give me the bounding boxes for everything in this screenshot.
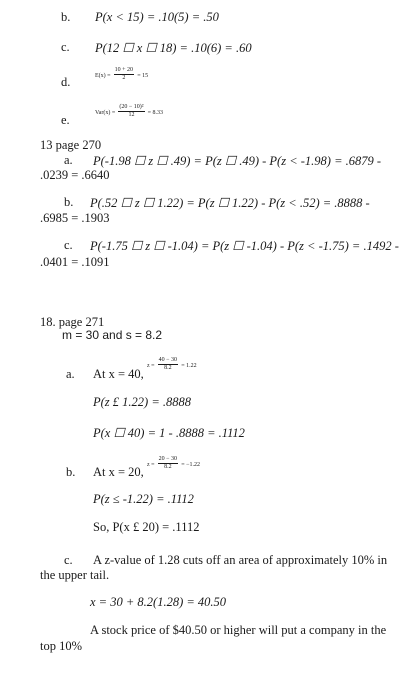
q18-a-z-lhs: z = (147, 363, 155, 369)
q18-a-text: At x = 40, (93, 367, 144, 381)
q13-b-continued: .6985 = .1903 (40, 211, 110, 225)
q18-a-z-formula (147, 356, 197, 372)
q13-a-continued: .0239 = .6640 (40, 168, 110, 182)
q18-b-z-denominator: 8.2 (164, 463, 172, 470)
item-c-text: P(12 ☐ x ☐ 18) = .10(6) = .60 (95, 41, 252, 55)
expected-value-formula (95, 66, 148, 82)
q18-b-text: At x = 20, (93, 465, 144, 479)
q18-b-z-numerator: 20 − 30 (158, 455, 178, 462)
q13-a-text: P(-1.98 ☐ z ☐ .49) = P(z ☐ .49) - P(z < -1.98) = .6879 - (93, 154, 382, 168)
ev-numerator: 10 + 20 (114, 66, 134, 73)
q18-c-conclusion: A stock price of $40.50 or higher will put a company in the (90, 623, 387, 637)
q13-c-label: c. (64, 238, 73, 252)
q13-b-text: P(.52 ☐ z ☐ 1.22) = P(z ☐ 1.22) - P(z < .52) = .8888 - (90, 196, 370, 210)
q18-heading: 18. page 271 (40, 315, 105, 329)
q18-c-text: A z-value of 1.28 cuts off an area of approximately 10% in (93, 553, 388, 567)
q18-a-z-numerator: 40 − 30 (158, 356, 178, 363)
item-b-label: b. (61, 10, 71, 24)
q18-c-equation: x = 30 + 8.2(1.28) = 40.50 (90, 595, 227, 609)
var-fraction (118, 104, 144, 119)
var-numerator: (20 − 10)² (119, 103, 144, 110)
q18-c-continued: the upper tail. (40, 568, 110, 582)
item-c-label: c. (61, 40, 70, 54)
q18-a-z-rhs: = 1.22 (181, 363, 197, 369)
q18-b-line3: So, P(x £ 20) = .1112 (93, 520, 200, 534)
q18-a-line3: P(x ☐ 40) = 1 - .8888 = .1112 (93, 426, 245, 440)
ev-rhs: = 15 (137, 73, 149, 79)
ev-denominator: 2 (122, 74, 126, 81)
item-e-label: e. (61, 113, 70, 127)
var-lhs: Var(x) = (95, 110, 116, 116)
ev-fraction (114, 67, 134, 82)
q13-c-text: P(-1.75 ☐ z ☐ -1.04) = P(z ☐ -1.04) - P(z < -1.75) = .1492 - (90, 239, 399, 253)
q18-b-label: b. (66, 465, 76, 479)
q18-b-z-rhs: = −1.22 (181, 462, 200, 468)
q18-b-line2: P(z ≤ -1.22) = .1112 (93, 492, 194, 506)
variance-formula (95, 103, 163, 119)
q18-b-z-formula (147, 455, 200, 471)
q18-c-conclusion-continued: top 10% (40, 639, 83, 653)
q18-b-z-fraction (158, 456, 178, 471)
q13-b-label: b. (64, 195, 74, 209)
ev-lhs: E(x) = (95, 73, 111, 79)
q18-a-label: a. (66, 367, 75, 381)
item-b-text: P(x < 15) = .10(5) = .50 (95, 10, 219, 24)
q18-given: m = 30 and s = 8.2 (62, 328, 163, 342)
var-denominator: 12 (128, 111, 135, 118)
q18-a-line2: P(z £ 1.22) = .8888 (93, 395, 192, 409)
q13-heading: 13 page 270 (40, 138, 102, 152)
q13-c-continued: .0401 = .1091 (40, 255, 110, 269)
q18-a-z-denominator: 8.2 (164, 364, 172, 371)
q18-a-z-fraction (158, 357, 178, 372)
q18-b-z-lhs: z = (147, 462, 155, 468)
var-rhs: = 8.33 (147, 110, 164, 116)
q18-c-label: c. (64, 553, 73, 567)
item-d-label: d. (61, 75, 71, 89)
q13-a-label: a. (64, 153, 73, 167)
